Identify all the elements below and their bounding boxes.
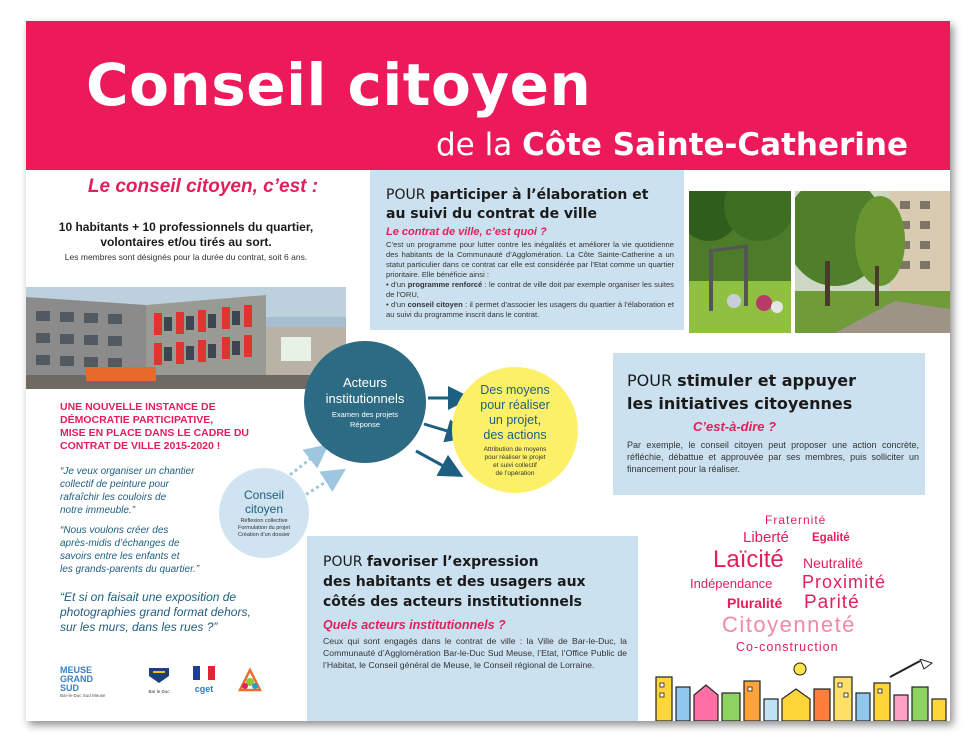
panel-contract-bullet-1: • d’un programme renforcé : le contrat de ville doit par exemple organiser les suites de l’ORU, xyxy=(386,280,674,299)
bullet-bold: programme renforcé xyxy=(407,280,483,289)
means-sub-3: et suivi collectif xyxy=(493,461,537,469)
means-title-4: des actions xyxy=(483,427,547,442)
quote-3 xyxy=(60,590,251,635)
actors-title-2: institutionnels xyxy=(325,390,405,406)
subtitle-prefix: de la xyxy=(435,127,513,163)
page-title: Conseil citoyen xyxy=(86,51,592,119)
council-title-2: citoyen xyxy=(244,501,284,516)
panel-expression-heading-c: côtés des acteurs institutionnels xyxy=(323,594,582,610)
panel-expression-heading xyxy=(323,552,586,612)
means-title-2: pour réaliser xyxy=(480,397,550,412)
values-cloud xyxy=(666,506,950,656)
quote-1-line: rafraîchir les couloirs de xyxy=(60,492,167,503)
quote-2-line: après-midis d’échanges de xyxy=(60,538,180,549)
quote-2-line: savoirs entre les enfants et xyxy=(60,551,180,562)
panel-expression-question: Quels acteurs institutionnels ? xyxy=(323,618,506,632)
actors-title-1: Acteurs xyxy=(342,374,388,390)
value-neutralite: Neutralité xyxy=(803,555,863,571)
quote-2-line: “Nous voulons créer des xyxy=(60,525,169,536)
quote-3-line: sur les murs, dans les rues ?” xyxy=(60,620,218,634)
panel-expression-text: Ceux qui sont engagés dans le contrat de ville : la Ville de Bar-le-Duc, la Communauté d’Agglomération Bar-le-Duc Sud Meuse, l’Etat, l’Office Public de l’Habitat, le Conseil général de Meuse, le Conseil régional de Lorraine. xyxy=(323,636,627,670)
park-photo-2 xyxy=(795,191,950,333)
bullet-rest: : il permet d’associer les usagers du quartier à l’élaboration et au suivi du programme inscrit dans le contrat. xyxy=(386,300,674,319)
council-sub-3: Création d’un dossier xyxy=(238,531,290,538)
panel-initiatives-heading xyxy=(627,369,856,415)
quote-2-line: les grands-parents du quartier.” xyxy=(60,564,200,575)
panel-contract-text xyxy=(386,240,674,320)
intro-line-1: UNE NOUVELLE INSTANCE DE xyxy=(60,401,216,413)
bar-le-duc-logo-text: Bar le Duc xyxy=(148,689,170,694)
value-egalite: Egalité xyxy=(812,532,850,544)
panel-expression-heading-a: favoriser l’expression xyxy=(366,554,539,570)
intro-line-4: CONTRAT DE VILLE 2015-2020 ! xyxy=(60,440,221,452)
meuse-logo-sub: Bar-le-Duc Sud Meuse xyxy=(60,693,106,698)
definition-line-1: 10 habitants + 10 professionnels du quartier, xyxy=(58,220,314,234)
quote-3-line: “Et si on faisait une exposition de xyxy=(60,590,237,604)
value-proximite: Proximité xyxy=(802,572,887,592)
page-subtitle xyxy=(436,127,908,163)
value-pluralite: Pluralité xyxy=(727,595,783,611)
meuse-logo-line: MEUSE xyxy=(60,665,93,675)
pour-label: POUR xyxy=(627,371,673,390)
city-doodle xyxy=(650,659,950,721)
pour-label: POUR xyxy=(323,554,363,570)
quote-1-line: collectif de peinture pour xyxy=(60,479,169,490)
value-fraternite: Fraternité xyxy=(765,513,827,527)
council-sub-2: Formulation du projet xyxy=(238,524,290,531)
quote-1 xyxy=(60,465,195,517)
bullet-rest: : le contrat de ville doit par exemple organiser les suites de l’ORU, xyxy=(386,280,674,299)
panel-contract xyxy=(370,170,684,330)
subtitle-place: Côte Sainte-Catherine xyxy=(522,127,908,163)
quote-1-line: notre immeuble.” xyxy=(60,505,136,516)
council-sub-1: Réflexion collective xyxy=(240,517,288,524)
circle-means xyxy=(452,367,578,493)
panel-initiatives-heading-a: stimuler et appuyer xyxy=(677,371,857,390)
value-citoyennete: Citoyenneté xyxy=(722,612,856,637)
means-sub-1: Attribution de moyens xyxy=(483,445,547,453)
pour-label: POUR xyxy=(386,187,426,203)
panel-contract-heading-b: au suivi du contrat de ville xyxy=(386,206,597,222)
value-laicite: Laïcité xyxy=(713,546,784,573)
bullet-bold: conseil citoyen xyxy=(407,300,463,309)
means-title-3: un projet, xyxy=(488,412,542,427)
means-sub-2: pour réaliser le projet xyxy=(484,453,546,461)
panel-initiatives-text: Par exemple, le conseil citoyen peut proposer une action concrète, réfléchie, débattue et approuvée par ses membres, puis solliciter un financement pour la réaliser. xyxy=(627,440,919,474)
panel-contract-paragraph: C’est un programme pour lutter contre les inégalités et améliorer la vie quotidienne des habitants de la Communauté d’Agglomération. La Côte Sainte-Catherine a un statut particulier dans ce contrat car elle est considérée par l’Etat comme un quartier prioritaire. Elle bénéficie ainsi : xyxy=(386,240,674,279)
meuse-logo-line: SUD xyxy=(60,683,80,693)
value-liberte: Liberté xyxy=(743,529,789,546)
value-independance: Indépendance xyxy=(690,576,773,591)
logos-row xyxy=(60,666,290,700)
bar-le-duc-logo xyxy=(144,666,174,694)
definition-title: Le conseil citoyen, c’est : xyxy=(87,176,319,197)
circle-council xyxy=(219,468,309,558)
panel-contract-question: Le contrat de ville, c’est quoi ? xyxy=(386,226,547,238)
bullet-prefix: d’un xyxy=(391,280,408,289)
quote-2 xyxy=(60,524,199,576)
panel-initiatives xyxy=(613,353,925,495)
means-sub-4: de l’opération xyxy=(495,469,535,477)
definition-note: Les membres sont désignés pour la durée du contrat, soit 6 ans. xyxy=(64,252,308,262)
value-coconstruction: Co-construction xyxy=(736,640,839,654)
actors-sub-2: Réponse xyxy=(349,419,381,429)
intro-line-2: DÉMOCRATIE PARTICIPATIVE, xyxy=(60,414,214,426)
panel-contract-bullet-2: • d’un conseil citoyen : il permet d’associer les usagers du quartier à l’élaboration et au suivi du programme inscrit dans le contrat. xyxy=(386,300,674,319)
park-photo-1 xyxy=(689,191,791,333)
panel-initiatives-heading-b: les initiatives citoyennes xyxy=(627,394,853,413)
value-parite: Parité xyxy=(804,592,860,613)
panel-expression-heading-b: des habitants et des usagers aux xyxy=(323,574,586,590)
intro-line-3: MISE EN PLACE DANS LE CADRE DU xyxy=(60,427,250,439)
meuse-logo-line: GRAND xyxy=(60,674,93,684)
meuse-logo xyxy=(60,666,126,699)
bullet-prefix: d’un xyxy=(390,300,408,309)
means-title-1: Des moyens xyxy=(480,382,550,397)
cget-logo xyxy=(184,666,224,694)
panel-contract-heading-a: participer à l’élaboration et xyxy=(429,187,649,203)
panel-expression xyxy=(307,536,638,721)
actors-sub-1: Examen des projets xyxy=(331,409,399,419)
council-title-1: Conseil xyxy=(243,487,285,502)
panel-contract-heading xyxy=(386,186,648,224)
header-banner xyxy=(26,21,950,170)
circle-actors xyxy=(304,341,426,463)
cget-logo-text: cget xyxy=(194,684,214,694)
quote-3-line: photographies grand format dehors, xyxy=(60,605,251,619)
definition-line-2: volontaires et/ou tirés au sort. xyxy=(100,235,272,249)
panel-initiatives-question: C’est-à-dire ? xyxy=(693,419,777,434)
quote-1-line: “Je veux organiser un chantier xyxy=(60,466,195,477)
poster xyxy=(26,21,950,721)
family-logo xyxy=(236,666,264,699)
